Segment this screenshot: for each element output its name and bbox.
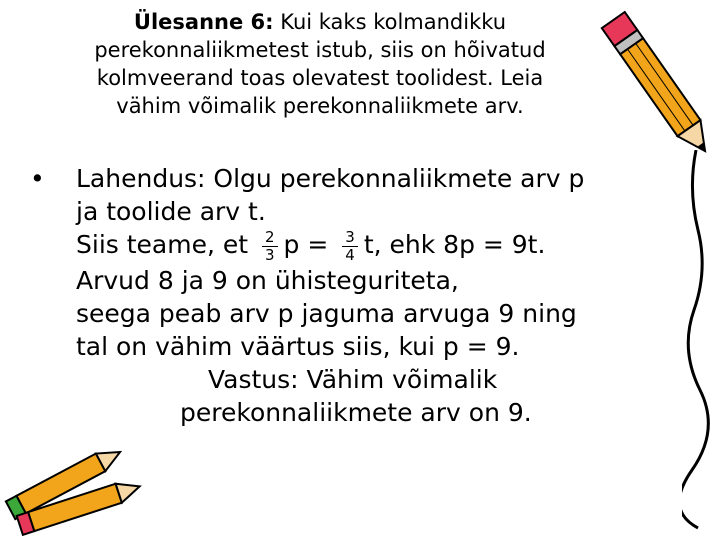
fraction-three-quarters: $\frac{3}{4}$ xyxy=(342,229,358,264)
solution-line-3: Siis teame, et $\frac{2}{3}$ p = $\frac{3}{4}$ t, ehk 8p = 9t. xyxy=(76,227,546,264)
solution xyxy=(30,162,670,429)
problem-line-4: vähim võimalik perekonnaliikmete arv. xyxy=(116,94,524,118)
problem-statement xyxy=(20,8,620,120)
solution-line-5: seega peab arv p jaguma arvuga 9 ning xyxy=(76,298,577,328)
problem-label: Ülesanne 6: xyxy=(133,10,274,34)
solution-line-6: tal on vähim väärtus siis, kui p = 9. xyxy=(76,331,520,361)
crayons-icon xyxy=(0,430,160,540)
solution-line-1: Lahendus: Olgu perekonnaliikmete arv p xyxy=(76,164,585,193)
decorative-border xyxy=(682,150,712,530)
solution-line-4: Arvud 8 ja 9 on ühisteguriteta, xyxy=(76,265,459,295)
answer-line-1: Vastus: Vähim võimalik xyxy=(208,364,498,394)
fraction-two-thirds: $\frac{2}{3}$ xyxy=(262,229,278,264)
problem-line-3: kolmveerand toas olevatest toolidest. Leia xyxy=(96,66,544,90)
problem-line-1: Ülesanne 6: Kui kaks kolmandikku xyxy=(133,10,507,34)
problem-line-2: perekonnaliikmetest istub, siis on hõivatud xyxy=(94,38,546,62)
solution-line-2: ja toolide arv t. xyxy=(76,197,266,226)
bullet: • xyxy=(30,164,45,193)
pencil-icon xyxy=(600,0,720,170)
answer-line-2: perekonnaliikmete arv on 9. xyxy=(180,397,532,427)
